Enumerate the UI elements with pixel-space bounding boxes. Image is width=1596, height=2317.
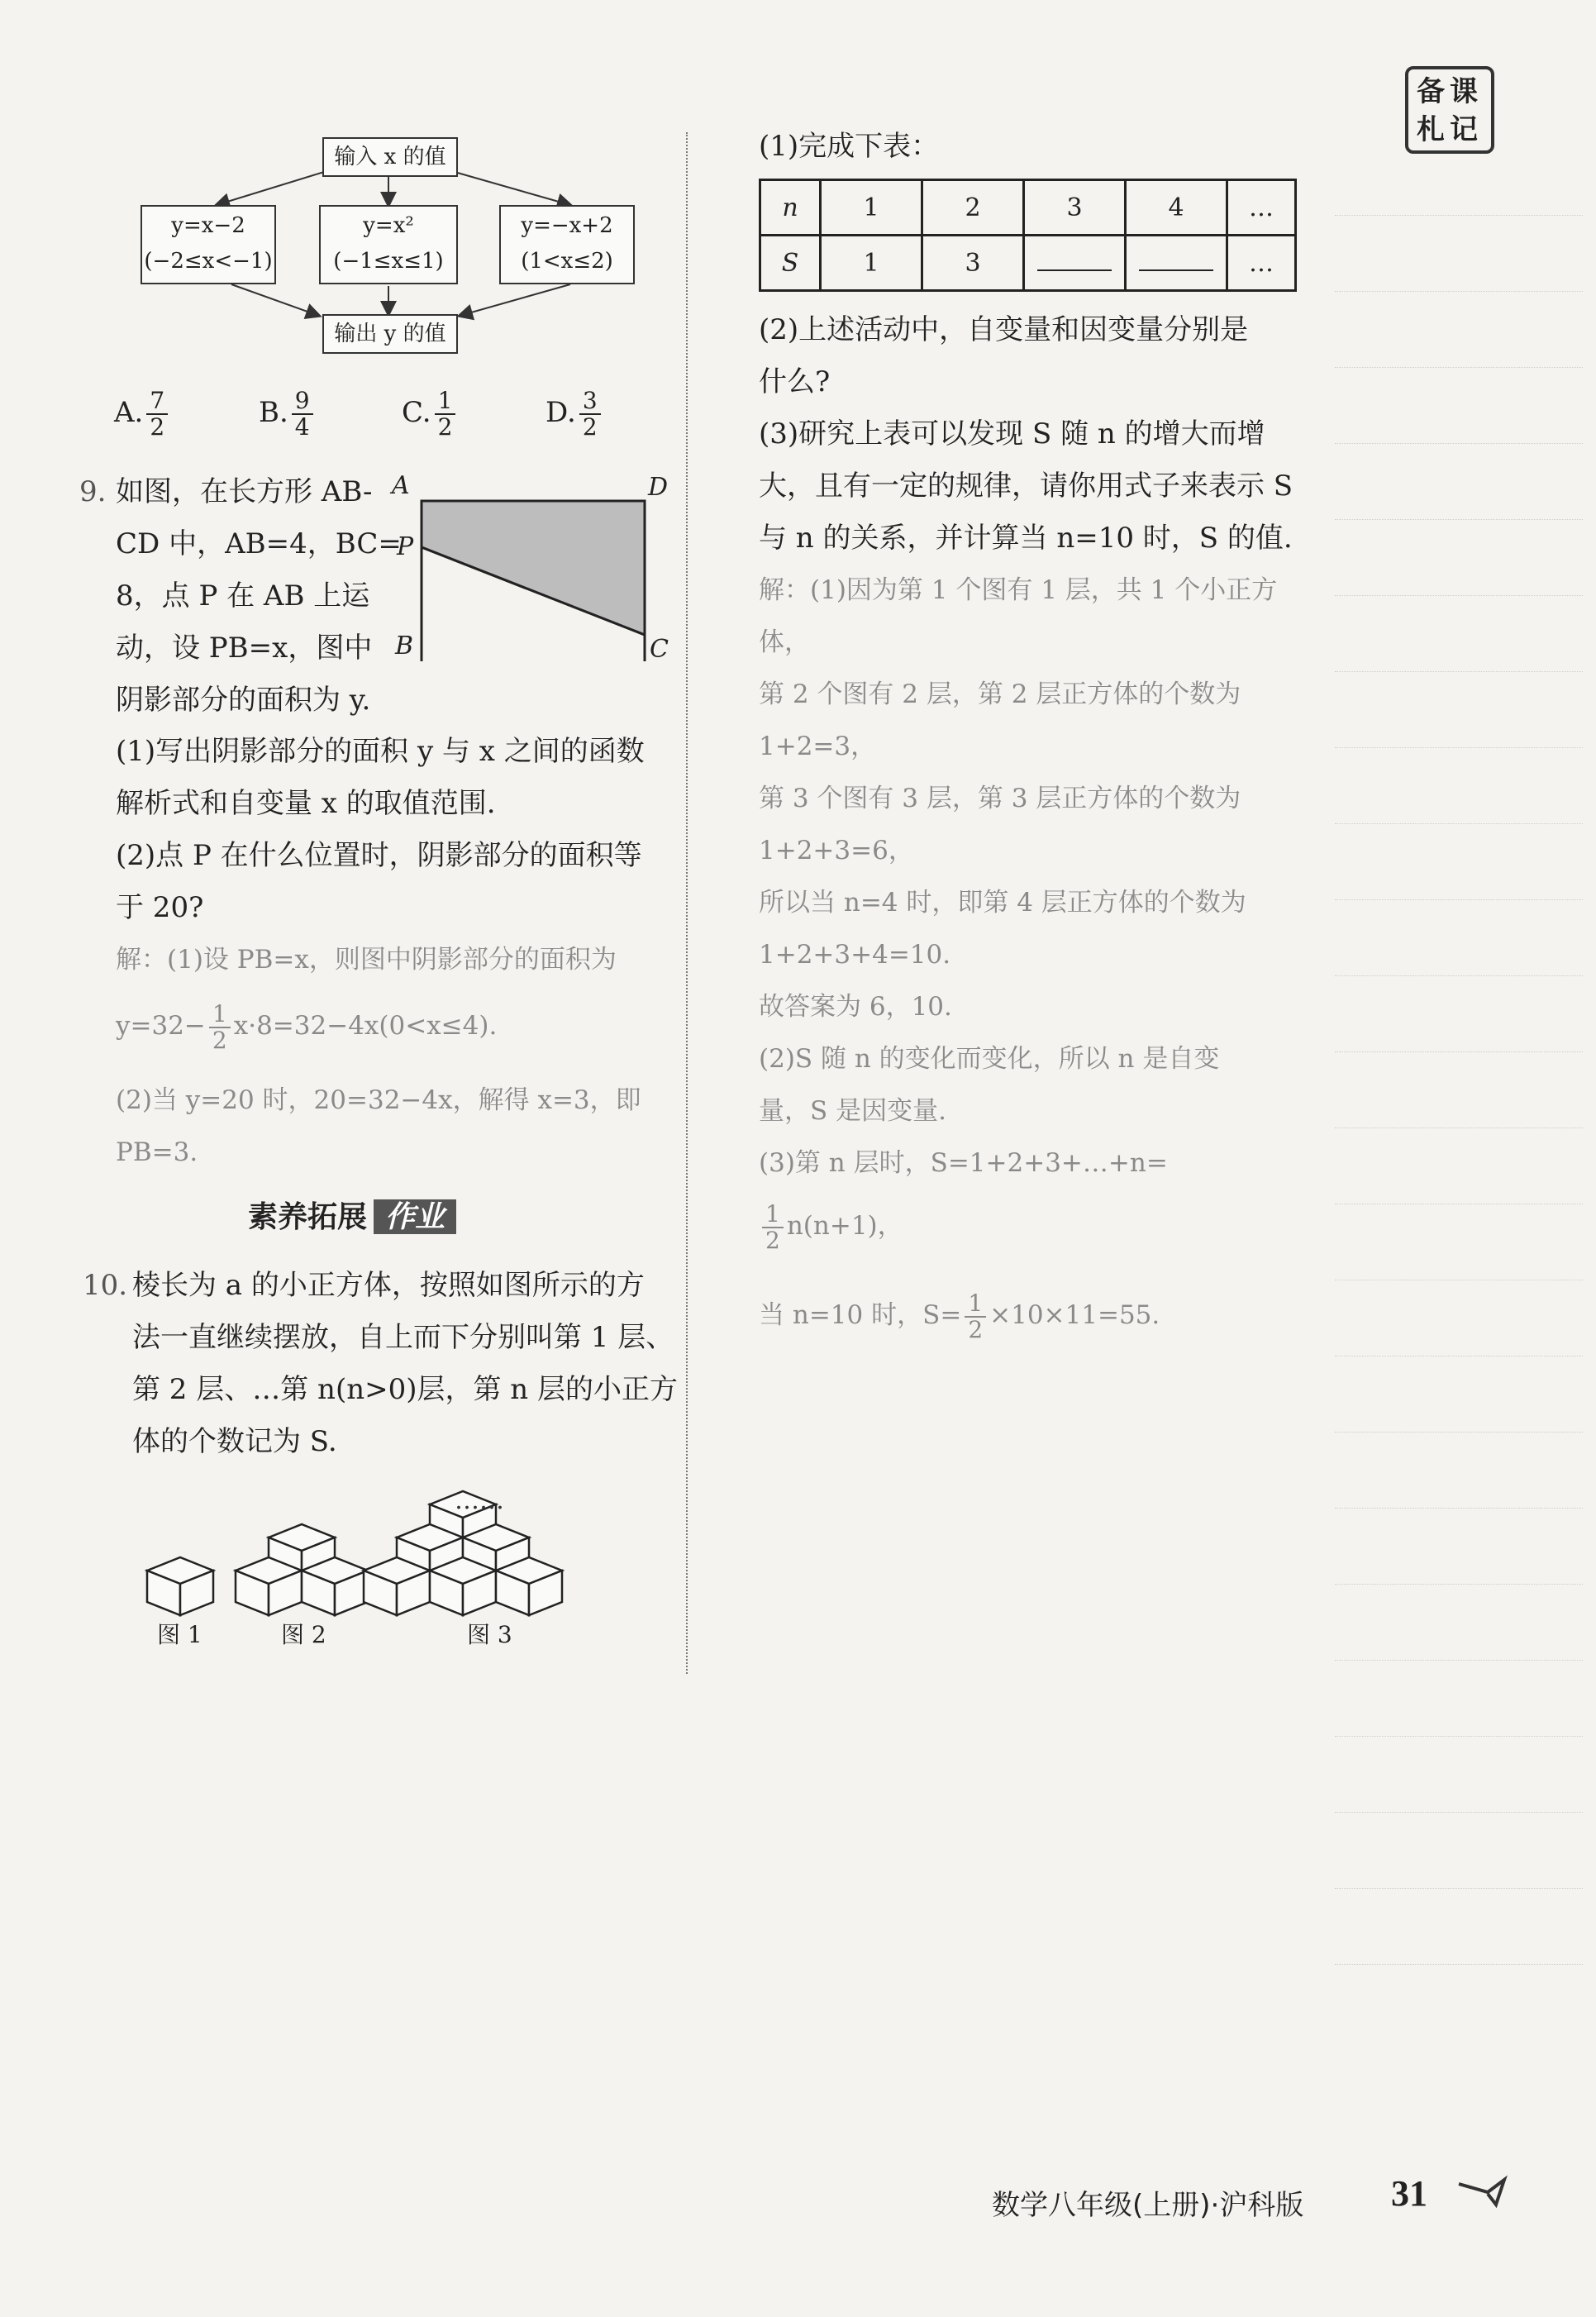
table-blank-cell[interactable] bbox=[1024, 236, 1126, 291]
branch-1-range: (−2≤x<−1) bbox=[144, 249, 273, 274]
q9-line-2: CD 中，AB=4，BC= bbox=[116, 527, 402, 560]
q9-part2-line2: 于 20? bbox=[116, 891, 204, 924]
option-c-fraction: $\frac{1}{2}$ bbox=[435, 389, 456, 440]
q10-line-2: 法一直继续摆放，自上而下分别叫第 1 层、 bbox=[132, 1321, 674, 1354]
label-b: B bbox=[395, 632, 414, 660]
section-banner bbox=[248, 1197, 456, 1237]
right-part3-line1: (3)研究上表可以发现 S 随 n 的增大而增 bbox=[759, 417, 1265, 451]
option-a: A. $\frac{7}{2}$ bbox=[114, 387, 171, 440]
table-cell: … bbox=[1227, 236, 1296, 291]
option-d: D. $\frac{3}{2}$ bbox=[545, 387, 604, 440]
q9-line-3: 8，点 P 在 AB 上运 bbox=[116, 579, 370, 613]
table-cell: 3 bbox=[922, 236, 1024, 291]
label-d: D bbox=[648, 473, 669, 502]
right-answer-final-line: 当 n=10 时，S= $\frac{1}{2}$ ×10×11=55. bbox=[759, 1289, 1160, 1343]
banner-tag: 作业 bbox=[374, 1199, 456, 1234]
right-answer-line: 1+2+3=6， bbox=[759, 836, 914, 865]
label-c: C bbox=[650, 635, 669, 664]
branch-2-range: (−1≤x≤1) bbox=[333, 249, 444, 274]
option-b: B. $\frac{9}{4}$ bbox=[259, 387, 317, 440]
table-cell: 3 bbox=[1024, 180, 1126, 236]
right-answer-line: 第 3 个图有 3 层，第 3 层正方体的个数为 bbox=[759, 784, 1241, 813]
figure-caption-3: 图 3 bbox=[467, 1621, 512, 1648]
q9-answer-line1: 解：(1)设 PB=x，则图中阴影部分的面积为 bbox=[116, 945, 617, 975]
right-answer-line: (3)第 n 层时，S=1+2+3+…+n= bbox=[759, 1148, 1168, 1178]
right-answer-line: 所以当 n=4 时，即第 4 层正方体的个数为 bbox=[759, 888, 1246, 918]
banner-title: 素养拓展 bbox=[248, 1199, 368, 1234]
stamp-line1: 备课 bbox=[1417, 75, 1483, 108]
option-b-fraction: $\frac{9}{4}$ bbox=[292, 389, 313, 440]
note-lines bbox=[1335, 215, 1583, 2040]
right-answer-fraction-line: $\frac{1}{2}$ n(n+1)， bbox=[759, 1200, 903, 1253]
q9-line-1: 如图，在长方形 AB- bbox=[116, 475, 373, 508]
q9-part1-line2: 解析式和自变量 x 的取值范围. bbox=[116, 787, 496, 820]
stamp-line2: 札记 bbox=[1417, 113, 1483, 146]
q10-ellipsis: …… bbox=[455, 1486, 504, 1515]
branch-2-formula: y=x² bbox=[363, 213, 414, 238]
table-row-s bbox=[760, 236, 1296, 291]
flow-branch-1 bbox=[141, 205, 276, 284]
q10-line-3: 第 2 层、…第 n(n>0)层，第 n 层的小正方 bbox=[132, 1373, 679, 1406]
flow-output: 输出 y 的值 bbox=[322, 314, 458, 354]
q10-number: 10. bbox=[83, 1269, 128, 1302]
table-cell: 4 bbox=[1126, 180, 1227, 236]
q9-line-5: 阴影部分的面积为 y. bbox=[116, 684, 371, 717]
right-answer-line: 量，S 是因变量. bbox=[759, 1096, 946, 1126]
table-blank-cell[interactable] bbox=[1126, 236, 1227, 291]
option-c: C. $\frac{1}{2}$ bbox=[402, 387, 459, 440]
q10-cubes-figure bbox=[141, 1471, 669, 1620]
right-answer-line: (2)S 随 n 的变化而变化，所以 n 是自变 bbox=[759, 1044, 1220, 1074]
q9-answer-line4: PB=3. bbox=[116, 1137, 198, 1167]
page-number: 31 bbox=[1391, 2173, 1427, 2214]
right-part3-line2: 大，且有一定的规律，请你用式子来表示 S bbox=[759, 470, 1293, 503]
table-cell: 1 bbox=[821, 180, 922, 236]
q10-line-1: 棱长为 a 的小正方体，按照如图所示的方 bbox=[132, 1269, 645, 1302]
figure-caption-1: 图 1 bbox=[157, 1621, 202, 1648]
figure-caption-2: 图 2 bbox=[281, 1621, 326, 1648]
table-row-n bbox=[760, 180, 1296, 236]
option-a-fraction: $\frac{7}{2}$ bbox=[146, 389, 168, 440]
right-part3-line3: 与 n 的关系，并计算当 n=10 时，S 的值. bbox=[759, 522, 1293, 555]
q9-rectangle-figure bbox=[388, 471, 669, 661]
label-p: P bbox=[397, 532, 414, 561]
table-cell: S bbox=[760, 236, 821, 291]
branch-3-range: (1<x≤2) bbox=[521, 249, 613, 274]
flow-branch-3 bbox=[499, 205, 635, 284]
q9-part1-line1: (1)写出阴影部分的面积 y 与 x 之间的函数 bbox=[116, 735, 645, 768]
q9-answer-line2: y=32− $\frac{1}{2}$ x·8=32−4x(0<x≤4). bbox=[116, 999, 498, 1054]
q9-line-4: 动，设 PB=x，图中 bbox=[116, 632, 373, 665]
q9-part2-line1: (2)点 P 在什么位置时，阴影部分的面积等 bbox=[116, 839, 642, 872]
notes-stamp bbox=[1405, 66, 1494, 154]
label-a: A bbox=[392, 471, 410, 500]
table-cell: n bbox=[760, 180, 821, 236]
footer-book-title: 数学八年级(上册)·沪科版 bbox=[992, 2189, 1304, 2222]
table-cell: 1 bbox=[821, 236, 922, 291]
table-cell: 2 bbox=[922, 180, 1024, 236]
branch-1-formula: y=x−2 bbox=[171, 213, 245, 238]
table-cell: … bbox=[1227, 180, 1296, 236]
flow-input: 输入 x 的值 bbox=[322, 137, 458, 177]
right-answer-line: 1+2+3+4=10. bbox=[759, 940, 951, 970]
branch-3-formula: y=−x+2 bbox=[521, 213, 613, 238]
corner-arrow-icon bbox=[1455, 2167, 1513, 2217]
right-answer-line: 解：(1)因为第 1 个图有 1 层，共 1 个小正方 bbox=[759, 575, 1278, 605]
q10-line-4: 体的个数记为 S. bbox=[132, 1425, 337, 1458]
option-d-fraction: $\frac{3}{2}$ bbox=[579, 389, 601, 440]
q9-number: 9. bbox=[79, 475, 107, 508]
q9-answer-line3: (2)当 y=20 时，20=32−4x，解得 x=3，即 bbox=[116, 1085, 641, 1115]
right-part2-line1: (2)上述活动中，自变量和因变量分别是 bbox=[759, 313, 1249, 346]
right-part1-title: (1)完成下表： bbox=[759, 130, 940, 163]
right-answer-line: 故答案为 6，10. bbox=[759, 992, 952, 1022]
right-answer-line: 1+2=3， bbox=[759, 732, 877, 761]
sequence-table bbox=[759, 179, 1297, 292]
flow-branch-2 bbox=[319, 205, 458, 284]
right-answer-line: 第 2 个图有 2 层，第 2 层正方体的个数为 bbox=[759, 679, 1241, 709]
right-part2-line2: 什么? bbox=[759, 365, 831, 398]
right-answer-line: 体， bbox=[759, 627, 810, 657]
column-divider bbox=[686, 132, 688, 1674]
